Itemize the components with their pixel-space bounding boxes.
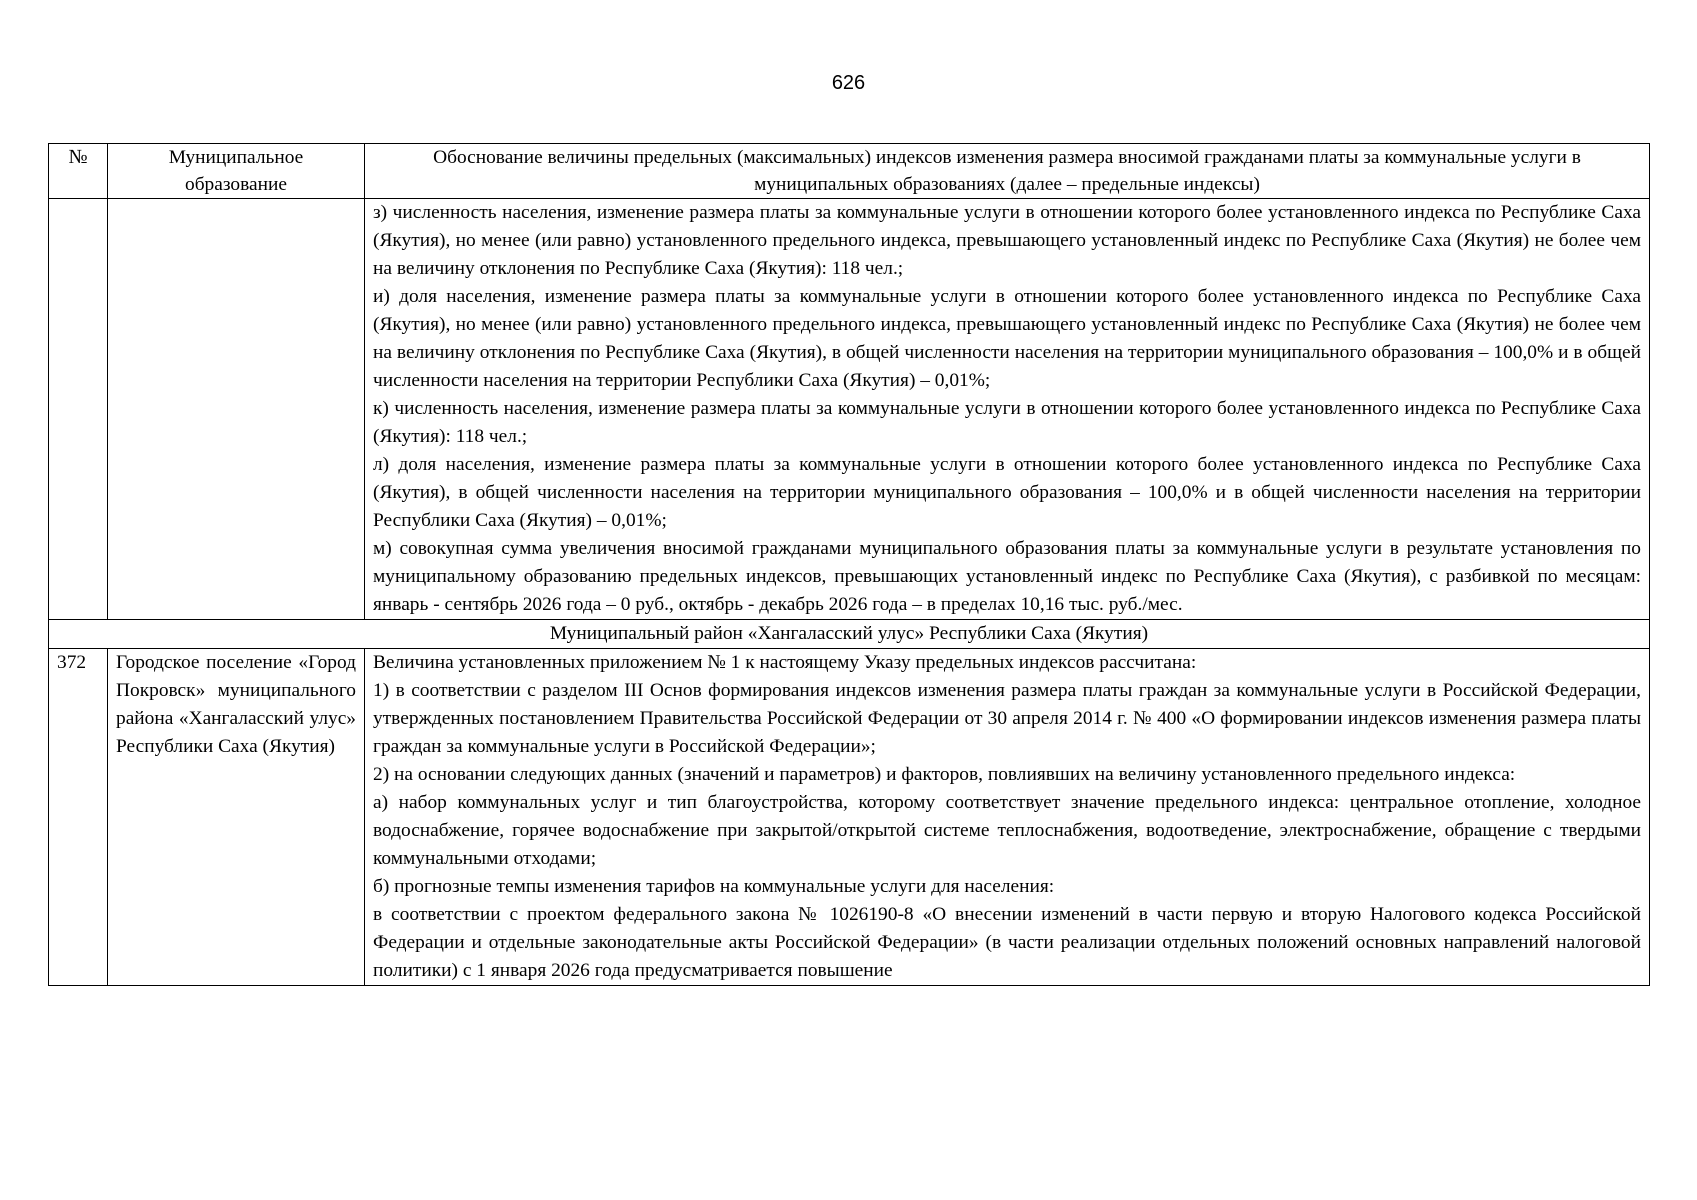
table-header-row bbox=[49, 144, 1650, 199]
paragraph-1: 1) в соответствии с разделом III Основ формирования индексов изменения размера платы граждан за коммунальные услуги в Российской Федерации, утвержденных постановлением Правительства Российской Федерации от 30 апреля 2014 г. № 400 «О формировании индексов изменения размера платы граждан за коммунальные услуги в Российской Федерации»; bbox=[373, 680, 1641, 757]
header-justification: Обоснование величины предельных (максимальных) индексов изменения размера вносимой гражданами платы за коммунальные услуги в муниципальных образованиях (далее – предельные индексы) bbox=[365, 144, 1650, 199]
paragraph-b: б) прогнозные темпы изменения тарифов на коммунальные услуги для населения: bbox=[373, 876, 1055, 897]
continuation-number-cell bbox=[49, 199, 108, 620]
section-row bbox=[49, 620, 1650, 649]
table-row-continuation bbox=[49, 199, 1650, 620]
continuation-municipality-cell bbox=[108, 199, 365, 620]
justification-table bbox=[48, 143, 1650, 986]
continuation-text-cell bbox=[365, 199, 1650, 620]
paragraph-i: и) доля населения, изменение размера платы за коммунальные услуги в отношении которого более установленного индекса по Республике Саха (Якутия), но менее (или равно) установленного предельного индекса, превышающего установленный индекс по Республике Саха (Якутия) не более чем на величину отклонения по Республике Саха (Якутия), в общей численности населения на территории муниципального образования – 100,0% и в общей численности населения на территории Республики Саха (Якутия) – 0,01%; bbox=[373, 286, 1641, 391]
paragraph-m: м) совокупная сумма увеличения вносимой гражданами муниципального образования платы за коммунальные услуги в результате установления по муниципальному образованию предельных индексов, превышающих установленный индекс по Республике Саха (Якутия), с разбивкой по месяцам: январь - сентябрь 2026 года – 0 руб., октябрь - декабрь 2026 года – в пределах 10,16 тыс. руб./мес. bbox=[373, 538, 1641, 615]
header-municipality: Муниципальное образование bbox=[108, 144, 365, 199]
row-number: 372 bbox=[49, 649, 108, 986]
paragraph-intro: Величина установленных приложением № 1 к настоящему Указу предельных индексов рассчитана: bbox=[373, 652, 1197, 673]
paragraph-a: а) набор коммунальных услуг и тип благоустройства, которому соответствует значение предельного индекса: центральное отопление, холодное водоснабжение, горячее водоснабжение при закрытой/открытой системе теплоснабжения, водоотведение, электроснабжение, обращение с твердыми коммунальными отходами; bbox=[373, 792, 1641, 869]
paragraph-l: л) доля населения, изменение размера платы за коммунальные услуги в отношении которого более установленного индекса по Республике Саха (Якутия), в общей численности населения на территории муниципального образования – 100,0% и в общей численности населения на территории Республики Саха (Якутия) – 0,01%; bbox=[373, 454, 1641, 531]
row-justification-cell bbox=[365, 649, 1650, 986]
paragraph-law: в соответствии с проектом федерального закона № 1026190-8 «О внесении изменений в части первую и вторую Налогового кодекса Российской Федерации и отдельные законодательные акты Российской Федерации» (в части реализации отдельных положений основных направлений налоговой политики) с 1 января 2026 года предусматривается повышение bbox=[373, 904, 1641, 981]
header-number: № bbox=[49, 144, 108, 199]
table-row-372 bbox=[49, 649, 1650, 986]
paragraph-z: з) численность населения, изменение размера платы за коммунальные услуги в отношении которого более установленного индекса по Республике Саха (Якутия), но менее (или равно) установленного предельного индекса, превышающего установленный индекс по Республике Саха (Якутия) не более чем на величину отклонения по Республике Саха (Якутия): 118 чел.; bbox=[373, 202, 1641, 279]
page-number: 626 bbox=[831, 72, 866, 94]
paragraph-2: 2) на основании следующих данных (значений и параметров) и факторов, повлиявших на величину установленного предельного индекса: bbox=[373, 764, 1516, 785]
paragraph-k: к) численность населения, изменение размера платы за коммунальные услуги в отношении которого более установленного индекса по Республике Саха (Якутия): 118 чел.; bbox=[373, 398, 1641, 447]
section-title: Муниципальный район «Хангаласский улус» Республики Саха (Якутия) bbox=[49, 620, 1650, 649]
row-municipality: Городское поселение «Город Покровск» муниципального района «Хангаласский улус» Республики Саха (Якутия) bbox=[108, 649, 365, 986]
